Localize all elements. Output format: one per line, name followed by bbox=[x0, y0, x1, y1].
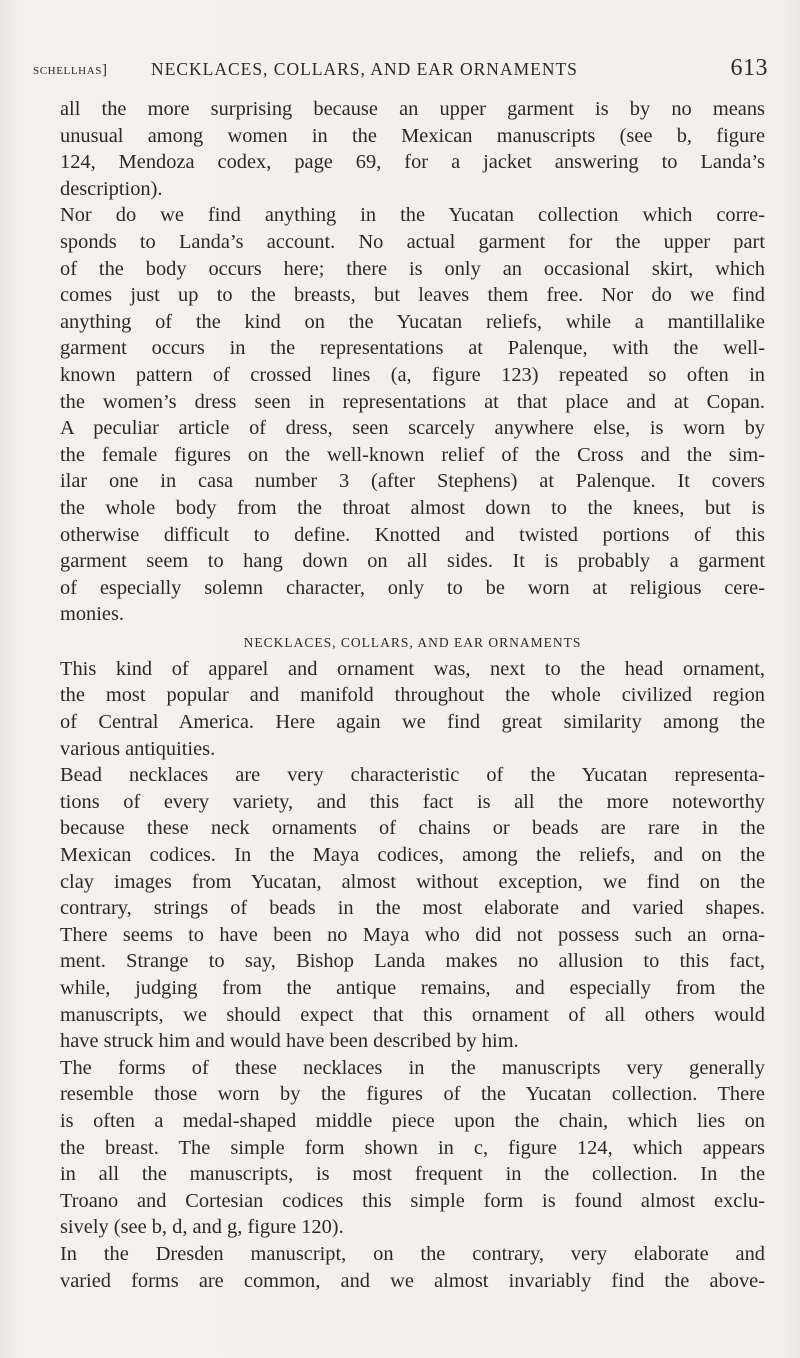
paragraph-2 bbox=[60, 202, 765, 628]
text-line: resemble those worn by the figures of the Yucatan collection. There bbox=[60, 1083, 765, 1106]
paragraph-4 bbox=[60, 762, 765, 1055]
text-line: description). bbox=[60, 177, 163, 200]
text-line: of Central America. Here again we find great similarity among the bbox=[60, 711, 765, 734]
text-line: Nor do we find anything in the Yucatan collection which corre- bbox=[60, 204, 765, 227]
text-line: various antiquities. bbox=[60, 737, 216, 760]
running-head-title: NECKLACES, COLLARS, AND EAR ORNAMENTS bbox=[151, 59, 578, 79]
text-line: the female figures on the well-known relief of the Cross and the sim- bbox=[60, 443, 765, 466]
text-line: ment. Strange to say, Bishop Landa makes no allusion to this fact, bbox=[60, 950, 765, 973]
text-line: manuscripts, we should expect that this ornament of all others would bbox=[60, 1003, 765, 1026]
text-line: Mexican codices. In the Maya codices, among the reliefs, and on the bbox=[60, 844, 765, 867]
text-line: have struck him and would have been described by him. bbox=[60, 1030, 519, 1053]
text-line: while, judging from the antique remains, and especially from the bbox=[60, 977, 765, 999]
text-line: tions of every variety, and this fact is all the more noteworthy bbox=[60, 790, 765, 813]
text-line: garment seem to hang down on all sides. It is probably a garment bbox=[60, 550, 765, 573]
text-line: sively (see b, d, and g, figure 120). bbox=[60, 1216, 344, 1239]
text-line: Troano and Cortesian codices this simple form is found almost exclu- bbox=[60, 1189, 765, 1212]
text-line: comes just up to the breasts, but leaves them free. Nor do we find bbox=[60, 284, 765, 307]
text-line: of the body occurs here; there is only an occasional skirt, which bbox=[60, 257, 765, 280]
text-line: known pattern of crossed lines (a, figure 123) repeated so often in bbox=[60, 363, 765, 386]
text-line: This kind of apparel and ornament was, next to the head ornament, bbox=[60, 657, 765, 680]
text-line: contrary, strings of beads in the most elaborate and varied shapes. bbox=[60, 897, 765, 920]
text-line: the women’s dress seen in representations at that place and at Copan. bbox=[60, 390, 765, 413]
text-line: There seems to have been no Maya who did not possess such an orna- bbox=[60, 923, 765, 946]
text-line: 124, Mendoza codex, page 69, for a jacket answering to Landa’s bbox=[60, 151, 765, 174]
text-line: anything of the kind on the Yucatan reliefs, while a mantillalike bbox=[60, 310, 765, 333]
text-line: unusual among women in the Mexican manuscripts (see b, figure bbox=[60, 124, 765, 147]
text-line: clay images from Yucatan, almost without exception, we find on the bbox=[60, 870, 765, 893]
page-number: 613 bbox=[730, 55, 768, 81]
text-line: because these neck ornaments of chains or beads are rare in the bbox=[60, 817, 765, 840]
text-line: Bead necklaces are very characteristic of the Yucatan representa- bbox=[60, 764, 765, 787]
text-line: the most popular and manifold throughout the whole civilized region bbox=[60, 684, 765, 707]
text-line: sponds to Landa’s account. No actual garment for the upper part bbox=[60, 230, 765, 253]
text-line: garment occurs in the representations at Palenque, with the well- bbox=[60, 337, 765, 360]
section-heading: NECKLACES, COLLARS, AND EAR ORNAMENTS bbox=[243, 634, 582, 650]
text-line: the whole body from the throat almost down to the knees, but is bbox=[60, 496, 765, 519]
text-line: of especially solemn character, only to be worn at religious cere- bbox=[60, 576, 765, 599]
text-line: monies. bbox=[60, 603, 124, 626]
text-line: In the Dresden manuscript, on the contrary, very elaborate and bbox=[60, 1242, 765, 1265]
text-line: the breast. The simple form shown in c, figure 124, which appears bbox=[60, 1136, 765, 1159]
text-line: The forms of these necklaces in the manuscripts very generally bbox=[60, 1056, 765, 1079]
paragraph-3 bbox=[60, 656, 765, 762]
running-head-author: schellhas] bbox=[33, 62, 108, 78]
text-line: is often a medal-shaped middle piece upon the chain, which lies on bbox=[60, 1109, 765, 1132]
text-line: varied forms are common, and we almost invariably find the above- bbox=[60, 1269, 765, 1292]
body-text bbox=[60, 96, 765, 1294]
text-line: ilar one in casa number 3 (after Stephens) at Palenque. It covers bbox=[60, 470, 765, 493]
running-header bbox=[33, 55, 768, 88]
text-line: all the more surprising because an upper garment is by no means bbox=[60, 98, 765, 120]
paragraph-6 bbox=[60, 1241, 765, 1294]
text-line: A peculiar article of dress, seen scarcely anywhere else, is worn by bbox=[60, 417, 765, 440]
text-line: in all the manuscripts, is most frequent in the collection. In the bbox=[60, 1163, 765, 1186]
text-line: otherwise difficult to define. Knotted and twisted portions of this bbox=[60, 523, 765, 546]
paragraph-1 bbox=[60, 96, 765, 202]
paragraph-5 bbox=[60, 1055, 765, 1241]
